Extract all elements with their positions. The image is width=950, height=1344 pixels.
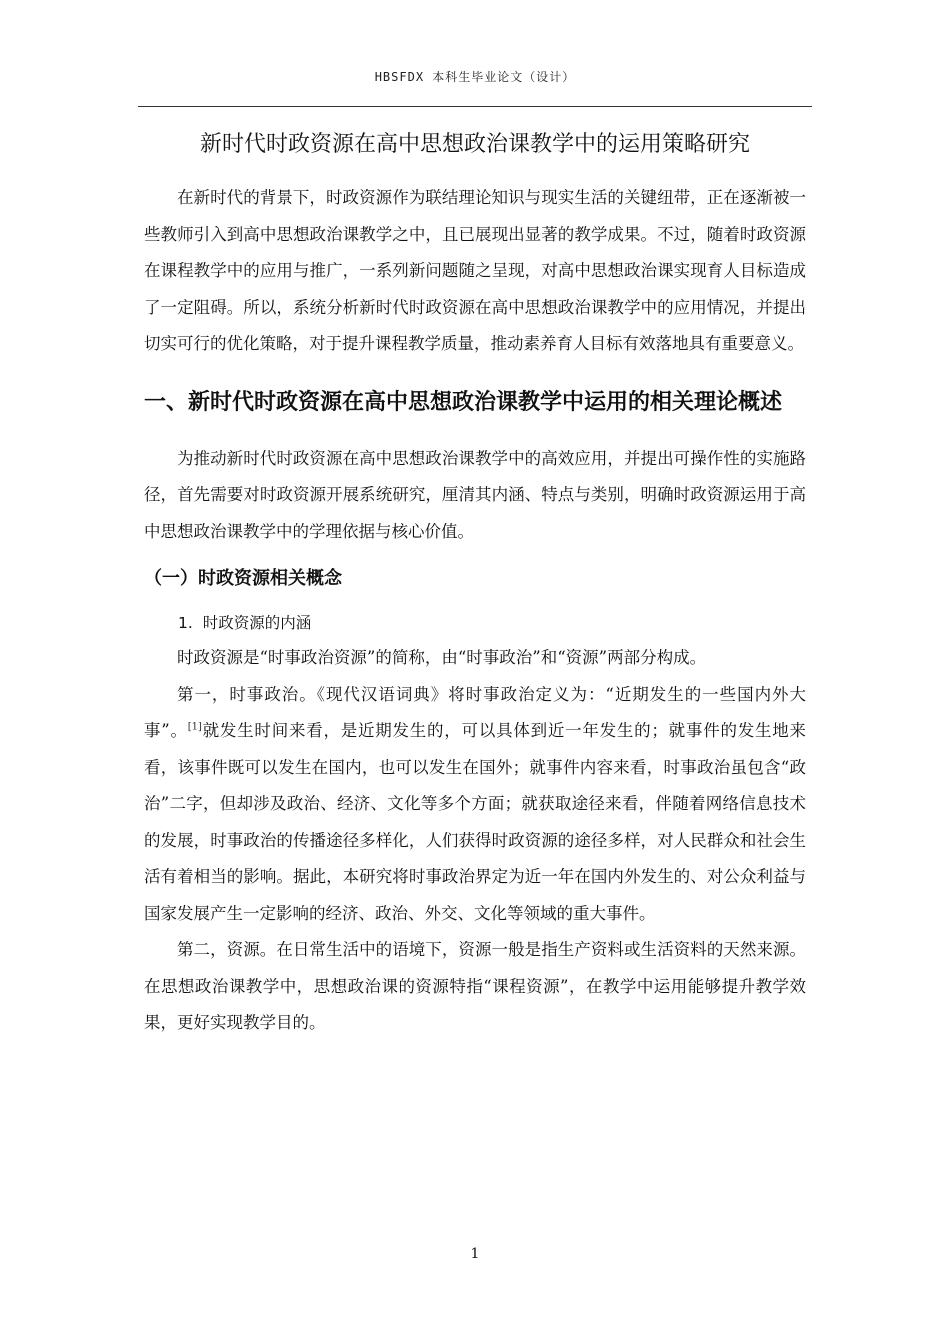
definition-paragraph: 时政资源是“时事政治资源”的简称，由“时事政治”和“资源”两部分构成。 <box>177 648 707 667</box>
page-body <box>144 118 806 1042</box>
citation-ref[interactable]: [1] <box>187 721 202 733</box>
header-divider <box>138 106 812 107</box>
paper-title: 新时代时政资源在高中思想政治课教学中的运用策略研究 <box>199 132 750 157</box>
section-intro-paragraph: 为推动新时代时政资源在高中思想政治课教学中的高效应用，并提出可操作性的实施路径，首先需要对时政资源开展系统研究，厘清其内涵、特点与类别，明确时政资源运用于高中思想政治课教学中的学理依据与核心价值。 <box>144 448 806 541</box>
resource-paragraph: 第二，资源。在日常生活中的语境下，资源一般是指生产资料或生活资料的天然来源。在思想政治课教学中，思想政治课的资源特指“课程资源”，在教学中运用能够提升教学效果，更好实现教学目的。 <box>144 940 806 1032</box>
subsection-heading: （一）时政资源相关概念 <box>144 568 342 589</box>
section-heading: 一、新时代时政资源在高中思想政治课教学中运用的相关理论概述 <box>144 389 783 415</box>
item-heading-text: 时政资源的内涵 <box>202 614 312 632</box>
current-affairs-paragraph <box>144 677 806 933</box>
intro-paragraph: 在新时代的背景下，时政资源作为联结理论知识与现实生活的关键纽带，正在逐渐被一些教师引入到高中思想政治课教学之中，且已展现出显著的教学成果。不过，随着时政资源在课程教学中的应用与推广，一系列新问题随之呈现，对高中思想政治课实现育人目标造成了一定阻碍。所以，系统分析新时代时政资源在高中思想政治课教学中的应用情况，并提出切实可行的优化策略，对于提升课程教学质量，推动素养育人目标有效落地具有重要意义。 <box>144 188 806 353</box>
page-number: 1 <box>470 1246 480 1262</box>
current-affairs-text-a: 第一，时事政治。《现代汉语词典》将时事政治定义为：“近期发生的一些国内外大事”。 <box>144 684 806 740</box>
item-heading <box>178 608 806 638</box>
running-header: HBSFDX 本科生毕业论文（设计） <box>374 70 576 84</box>
current-affairs-text-b: 就发生时间来看，是近期发生的，可以具体到近一年发生的；就事件的发生地来看，该事件既可以发生在国内，也可以发生在国外；就事件内容来看，时事政治虽包含“政治”二字，但却涉及政治、经济、文化等多个方面；就获取途径来看，伴随着网络信息技术的发展，时事政治的传播途径多样化，人们获得时政资源的途径多样，对人民群众和社会生活有着相当的影响。据此，本研究将时事政治界定为近一年在国内外发生的、对公众利益与国家发展产生一定影响的经济、政治、外交、文化等领域的重大事件。 <box>144 721 807 923</box>
item-number: 1. <box>178 614 193 632</box>
